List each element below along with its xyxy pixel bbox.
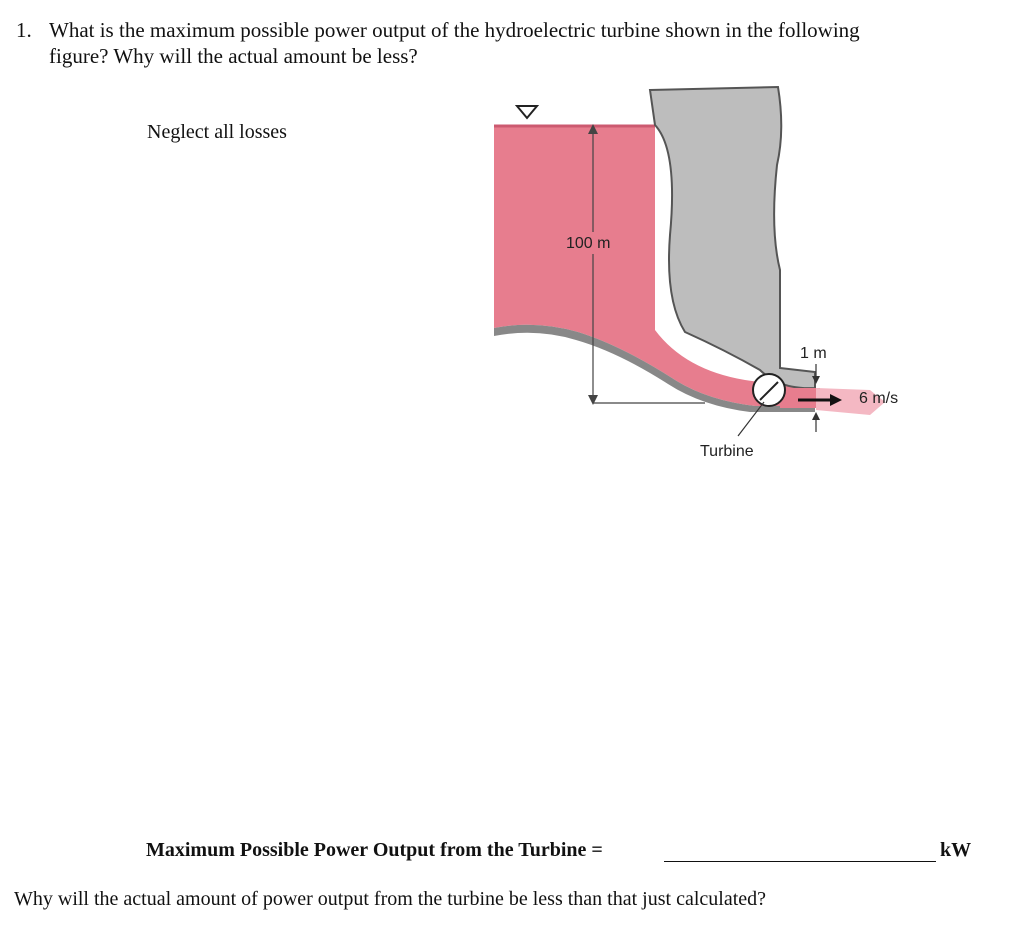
hydroelectric-figure: [480, 70, 940, 490]
height-label: 100 m: [566, 235, 611, 252]
question-text-line-2: figure? Why will the actual amount be less?: [49, 44, 418, 68]
diameter-label: 1 m: [800, 345, 827, 362]
water-level-marker: [517, 106, 537, 118]
dam: [650, 87, 815, 388]
velocity-label: 6 m/s: [859, 390, 899, 407]
neglect-losses-note: Neglect all losses: [147, 121, 287, 143]
answer-row: [0, 839, 1024, 869]
question-number: 1.: [16, 18, 32, 42]
answer-label: Maximum Possible Power Output from the Turbine =: [146, 839, 603, 861]
turbine-label: Turbine: [700, 443, 754, 460]
answer-blank[interactable]: [664, 861, 936, 862]
hydroelectric-diagram: [480, 70, 940, 490]
followup-question: Why will the actual amount of power output from the turbine be less than that just calculated?: [14, 888, 767, 910]
diameter-dimension-bottom-arrow: [812, 412, 820, 420]
answer-unit: kW: [940, 839, 972, 861]
question-text-line-1: What is the maximum possible power output of the hydroelectric turbine shown in the following: [49, 18, 860, 42]
outlet-pipe: [780, 388, 820, 408]
